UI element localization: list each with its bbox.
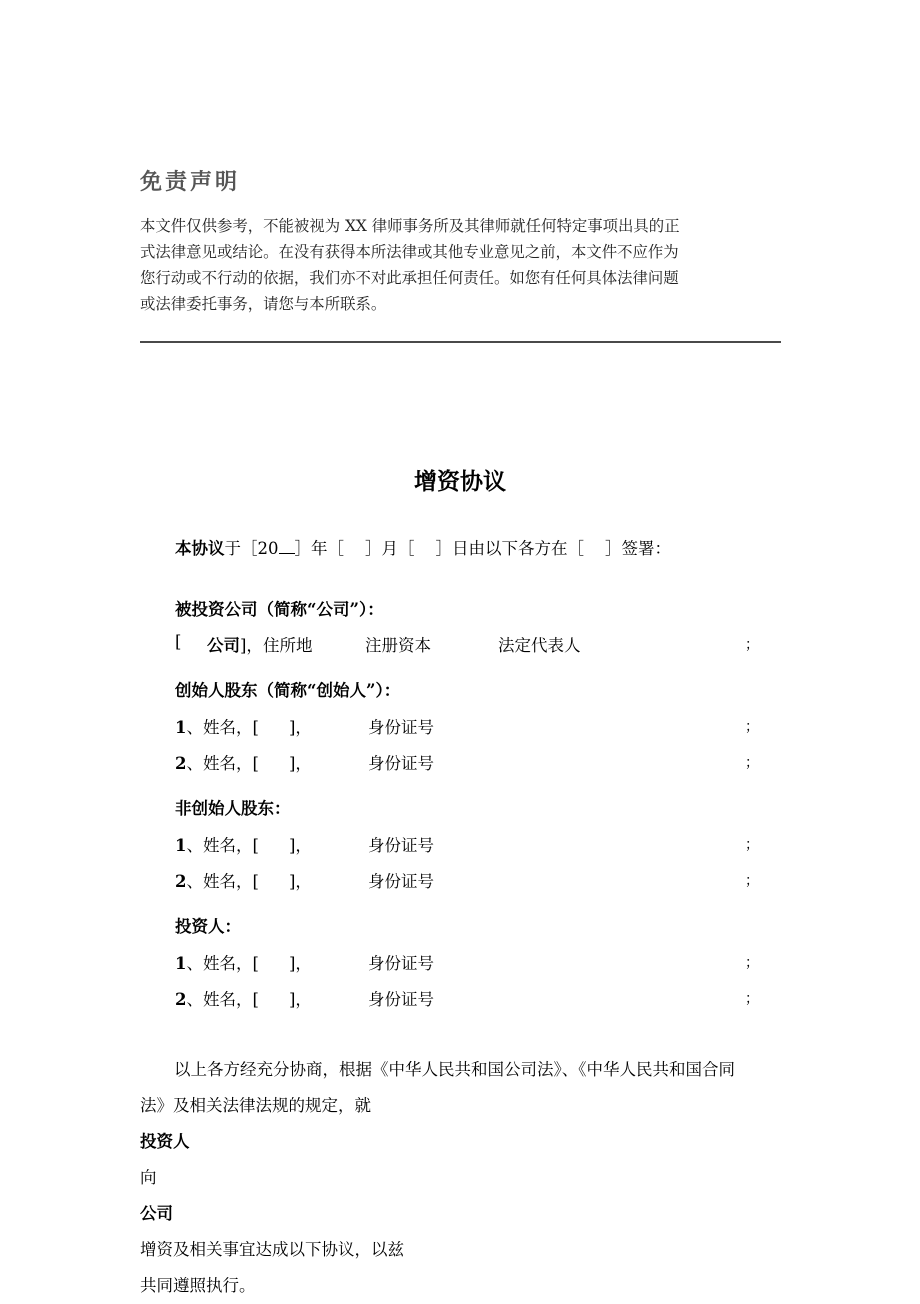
row-number: 1 — [175, 718, 187, 737]
year-blank — [279, 541, 295, 554]
row-end: ； — [745, 955, 759, 971]
row-id-label: 身份证号 — [368, 754, 434, 773]
closing-text: 法》及相关法律法规的规定，就 — [140, 1096, 371, 1115]
row-close: ]， — [289, 872, 312, 891]
row-name-label: 姓名，[ — [202, 836, 259, 855]
investors-heading: 投资人： — [175, 917, 241, 936]
row-number: 1 — [175, 954, 187, 973]
investor-row — [175, 950, 259, 974]
company-heading: 被投资公司（简称“公司”）： — [175, 600, 384, 619]
row-id-label: 身份证号 — [368, 836, 434, 855]
company-capital: 注册资本 — [365, 636, 431, 655]
row-id-label: 身份证号 — [368, 872, 434, 891]
row-close: ]， — [289, 718, 312, 737]
intro-text-5: ］签署： — [604, 539, 671, 558]
row-end: ； — [745, 837, 759, 853]
founders-heading: 创始人股东（简称“创始人”）： — [175, 681, 401, 700]
row-sep: 、 — [186, 754, 203, 773]
row-sep: 、 — [186, 990, 203, 1009]
disclaimer-title: 免责声明 — [140, 169, 241, 195]
founder-row — [175, 750, 259, 774]
disclaimer-line: 或法律委托事务，请您与本所联系。 — [140, 295, 387, 313]
row-number: 1 — [175, 836, 187, 855]
disclaimer-line: 本文件仅供参考，不能被视为 XX 律师事务所及其律师就任何特定事项出具的正 — [140, 217, 680, 235]
row-number: 2 — [175, 872, 187, 891]
non-founder-row — [175, 832, 259, 856]
section-divider — [140, 341, 781, 343]
non-founders-heading: 非创始人股东： — [175, 799, 291, 818]
company-rep: 法定代表人 — [498, 636, 581, 655]
intro-text-2: ］年［ — [294, 539, 344, 558]
row-sep: 、 — [186, 872, 203, 891]
row-close: ]， — [289, 836, 312, 855]
row-sep: 、 — [186, 718, 203, 737]
disclaimer-line: 式法律意见或结论。在没有获得本所法律或其他专业意见之前，本文件不应作为 — [140, 243, 679, 261]
founder-row — [175, 714, 259, 738]
row-sep: 、 — [186, 836, 203, 855]
closing-investor: 投资人 — [140, 1132, 190, 1151]
intro-line — [175, 535, 671, 559]
row-end: ； — [745, 719, 759, 735]
row-name-label: 姓名，[ — [202, 718, 259, 737]
closing-line-3: 共同遵照执行。 — [140, 1276, 256, 1295]
closing-paragraph — [140, 1052, 783, 1304]
closing-text: 增资及相关事宜达成以下协议，以兹 — [140, 1240, 404, 1259]
closing-line-1: 以上各方经充分协商，根据《中华人民共和国公司法》、《中华人民共和国合同 — [174, 1060, 735, 1079]
company-address: 住所地 — [262, 636, 313, 655]
row-close: ]， — [289, 954, 312, 973]
row-name-label: 姓名，[ — [202, 954, 259, 973]
company-close: ]， — [240, 636, 263, 655]
row-close: ]， — [289, 990, 312, 1009]
row-id-label: 身份证号 — [368, 718, 434, 737]
company-name: 公司 — [207, 636, 240, 655]
row-end: ； — [745, 991, 759, 1007]
closing-text: 向 — [140, 1168, 157, 1187]
row-name-label: 姓名，[ — [202, 754, 259, 773]
disclaimer-body — [140, 213, 783, 317]
intro-year: 20 — [257, 539, 279, 558]
disclaimer-line: 您行动或不行动的依据，我们亦不对此承担任何责任。如您有任何具体法律问题 — [140, 269, 679, 287]
row-close: ]， — [289, 754, 312, 773]
row-number: 2 — [175, 754, 187, 773]
company-open: [ — [175, 632, 182, 651]
row-id-label: 身份证号 — [368, 990, 434, 1009]
company-end: ； — [745, 637, 759, 653]
row-name-label: 姓名，[ — [202, 990, 259, 1009]
row-end: ； — [745, 755, 759, 771]
intro-text-4: ］日由以下各方在［ — [435, 539, 584, 558]
company-line — [207, 632, 312, 656]
row-sep: 、 — [186, 954, 203, 973]
intro-lead: 本协议 — [175, 539, 225, 558]
closing-company: 公司 — [140, 1204, 173, 1223]
intro-text-1: 于［ — [224, 539, 258, 558]
document-title: 增资协议 — [414, 468, 506, 495]
non-founder-row — [175, 868, 259, 892]
row-end: ； — [745, 873, 759, 889]
row-id-label: 身份证号 — [368, 954, 434, 973]
intro-text-3: ］月［ — [364, 539, 415, 558]
row-number: 2 — [175, 990, 187, 1009]
investor-row — [175, 986, 259, 1010]
row-name-label: 姓名，[ — [202, 872, 259, 891]
closing-line-2 — [140, 1088, 783, 1268]
